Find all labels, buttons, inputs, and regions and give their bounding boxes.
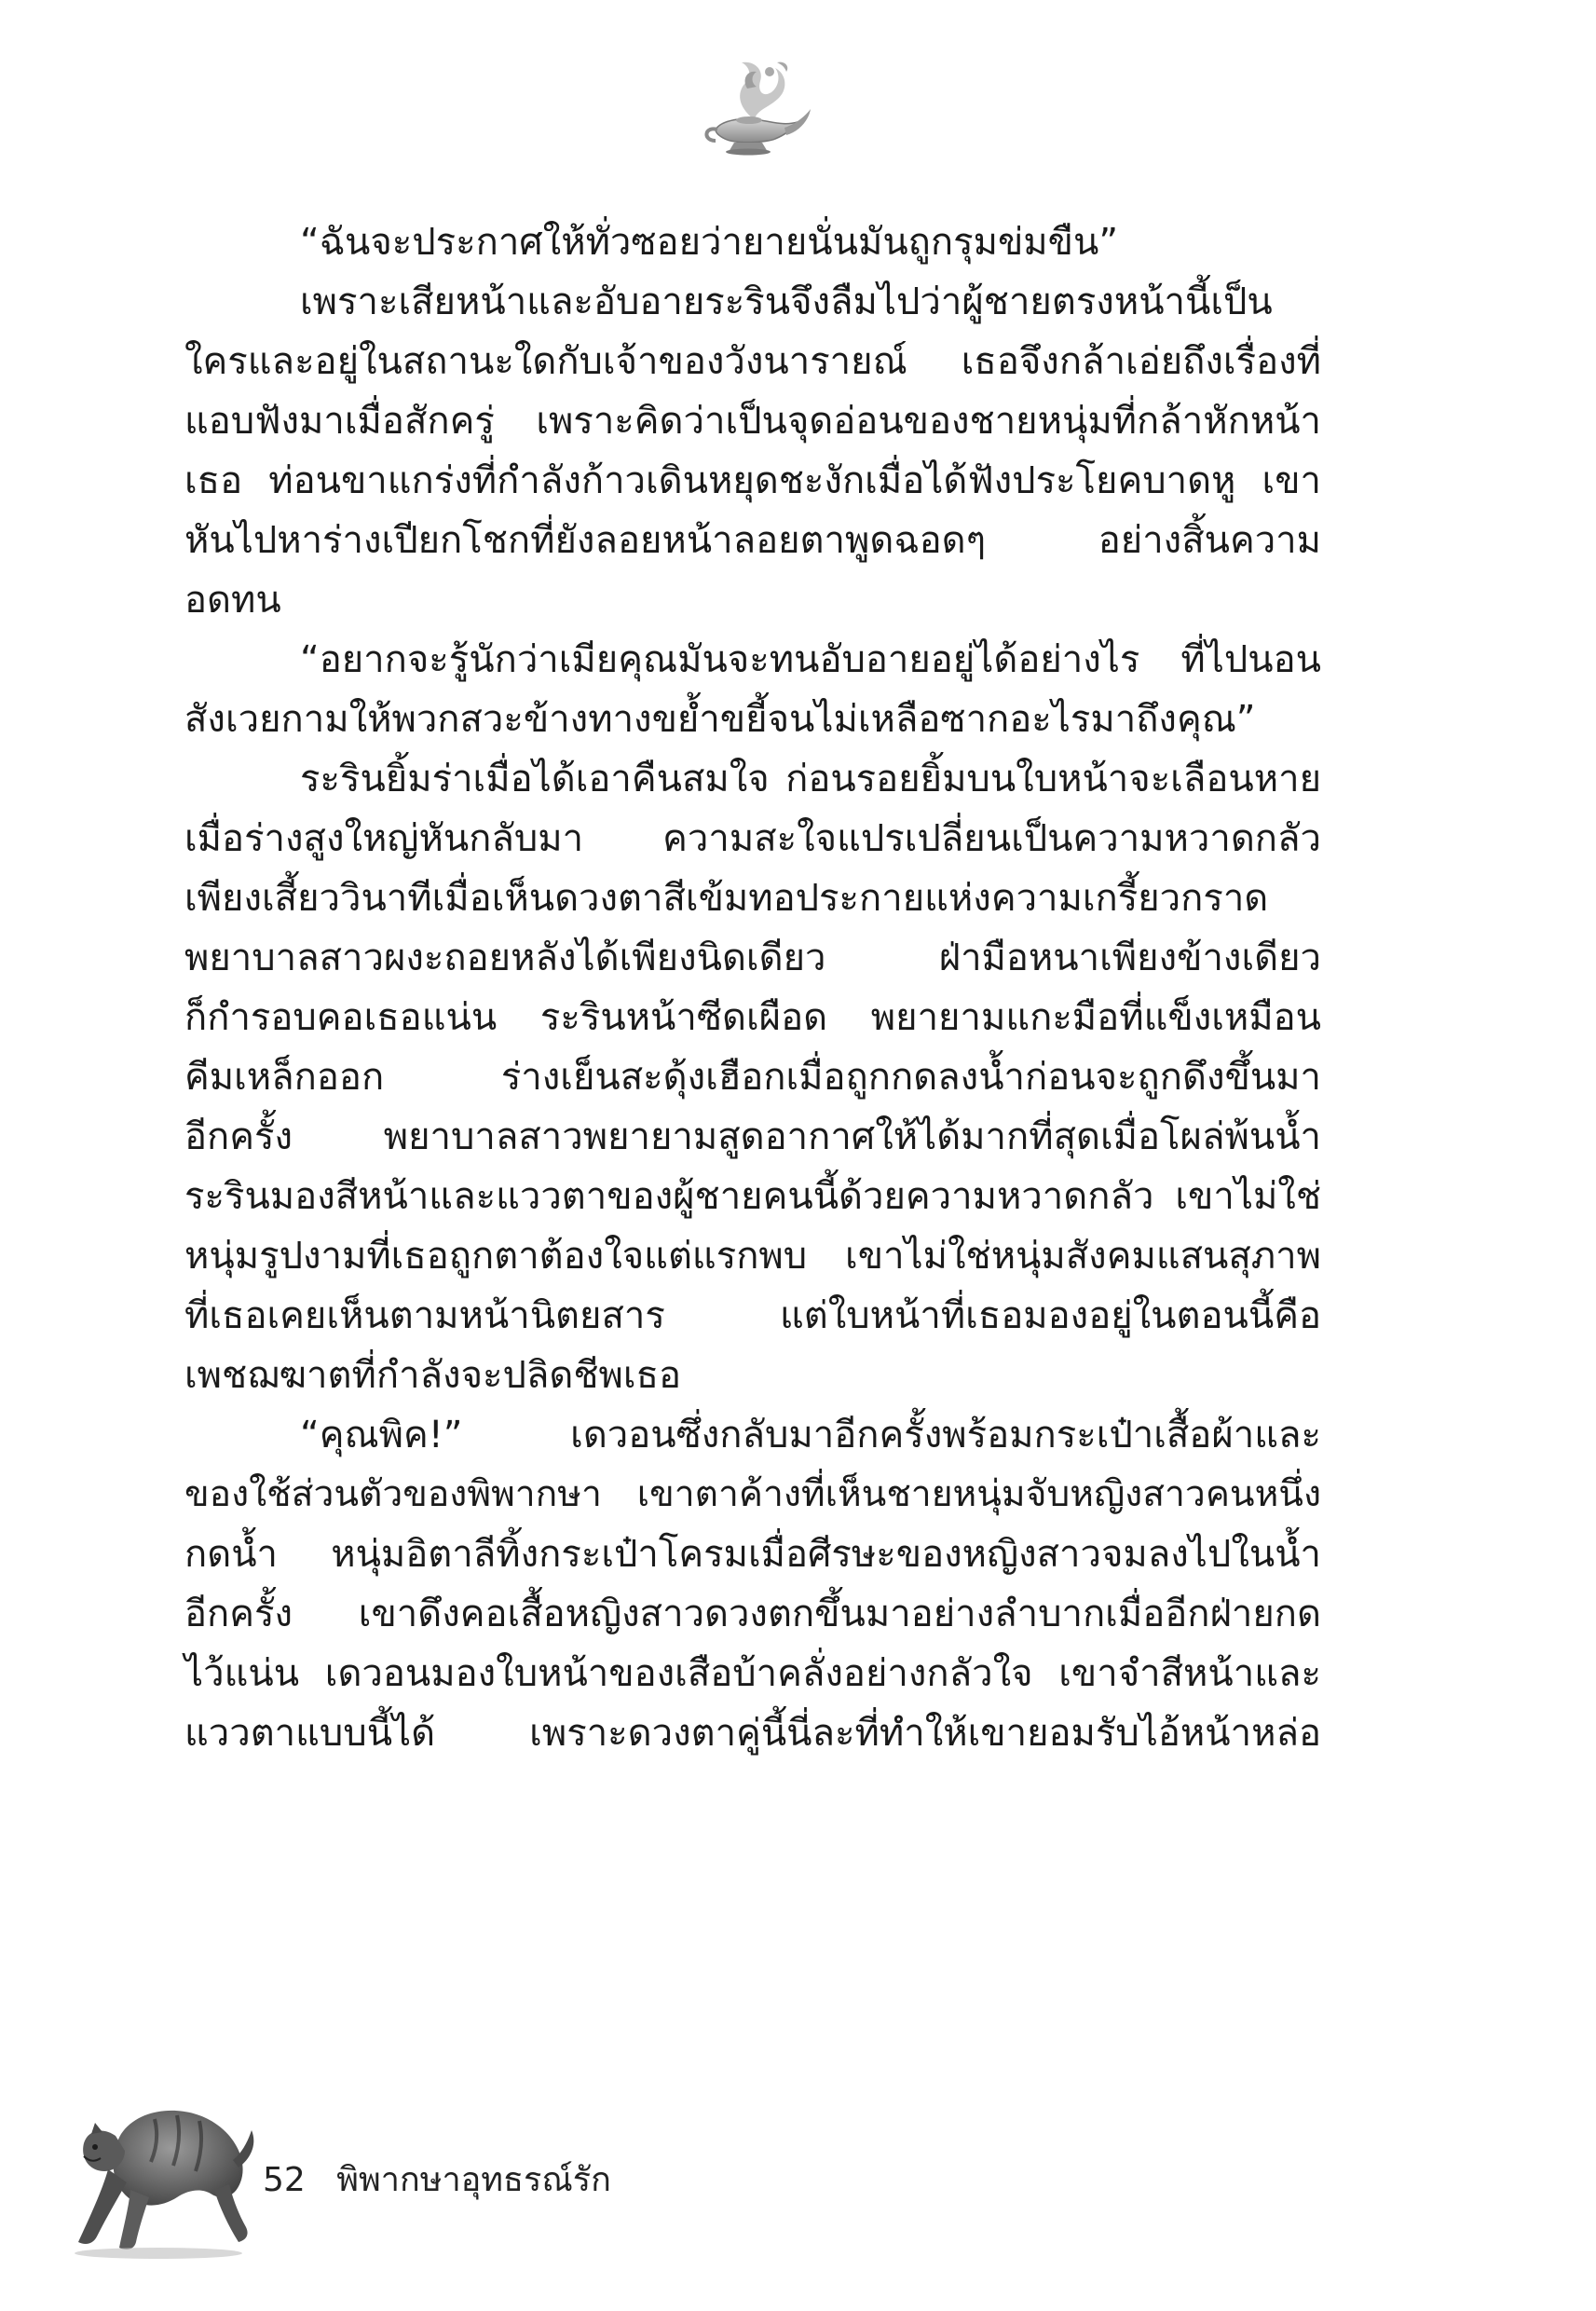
text-line: เพราะเสียหน้าและอับอายระรินจึงลืมไปว่าผู้ชายตรงหน้านี้เป็น [300, 280, 1273, 323]
text-line: ของใช้ส่วนตัวของพิพากษา เขาตาค้างที่เห็นชายหนุ่มจับหญิงสาวคนหนึ่ง [184, 1473, 1321, 1515]
text-line: อีกครั้ง เขาดึงคอเสื้อหญิงสาวดวงตกขึ้นมาอย่างลำบากเมื่ออีกฝ่ายกด [184, 1593, 1321, 1635]
page-footer [263, 2160, 611, 2201]
text-line: แววตาแบบนี้ได้ เพราะดวงตาคู่นี้นี่ละที่ทำให้เขายอมรับไอ้หน้าหล่อ [184, 1712, 1321, 1755]
body-text [184, 212, 1321, 1763]
text-line: ที่เธอเคยเห็นตามหน้านิตยสาร แต่ใบหน้าที่เธอมองอยู่ในตอนนี้คือ [184, 1294, 1321, 1337]
book-title: พิพากษาอุทธรณ์รัก [336, 2161, 611, 2199]
text-line: ระรินยิ้มร่าเมื่อได้เอาคืนสมใจ ก่อนรอยยิ้มบนใบหน้าจะเลือนหาย [300, 758, 1321, 800]
text-line: สังเวยกามให้พวกสวะข้างทางขย้ำขยี้จนไม่เหลือซากอะไรมาถึงคุณ” [184, 698, 1256, 741]
text-line: “อยากจะรู้นักว่าเมียคุณมันจะทนอับอายอยู่ได้อย่างไร ที่ไปนอน [300, 638, 1321, 681]
page-number: 52 [263, 2161, 306, 2199]
text-line: คีมเหล็กออก ร่างเย็นสะดุ้งเฮือกเมื่อถูกกดลงน้ำก่อนจะถูกดึงขึ้นมา [184, 1056, 1321, 1099]
text-line: เพียงเสี้ยววินาทีเมื่อเห็นดวงตาสีเข้มทอประกายแห่งความเกรี้ยวกราด [184, 877, 1269, 920]
text-line: ระรินมองสีหน้าและแววตาของผู้ชายคนนี้ด้วยความหวาดกลัว เขาไม่ใช่ [184, 1175, 1321, 1218]
text-line: เมื่อร่างสูงใหญ่หันกลับมา ความสะใจแปรเปลี่ยนเป็นความหวาดกลัว [184, 817, 1321, 860]
text-line: ก็กำรอบคอเธอแน่น ระรินหน้าซีดเผือด พยายามแกะมือที่แข็งเหมือน [184, 996, 1321, 1039]
tiger-illustration-icon [65, 2078, 261, 2264]
text-line: แอบฟังมาเมื่อสักครู่ เพราะคิดว่าเป็นจุดอ่อนของชายหนุ่มที่กล้าหักหน้า [184, 400, 1321, 443]
text-line: ไว้แน่น เดวอนมองใบหน้าของเสือบ้าคลั่งอย่างกลัวใจ เขาจำสีหน้าและ [184, 1652, 1321, 1695]
text-line: อีกครั้ง พยาบาลสาวพยายามสูดอากาศให้ได้มากที่สุดเมื่อโผล่พ้นน้ำ [184, 1115, 1321, 1158]
text-line: อดทน [184, 579, 281, 622]
genie-lamp-icon [688, 51, 818, 163]
text-line: กดน้ำ หนุ่มอิตาลีทิ้งกระเป๋าโครมเมื่อศีรษะของหญิงสาวจมลงไปในน้ำ [184, 1533, 1321, 1576]
text-line: หันไปหาร่างเปียกโชกที่ยังลอยหน้าลอยตาพูดฉอดๆ อย่างสิ้นความ [184, 519, 1321, 562]
text-line: ใครและอยู่ในสถานะใดกับเจ้าของวังนารายณ์ เธอจึงกล้าเอ่ยถึงเรื่องที่ [184, 340, 1321, 383]
text-line: พยาบาลสาวผงะถอยหลังได้เพียงนิดเดียว ฝ่ามือหนาเพียงข้างเดียว [184, 937, 1321, 979]
text-line: เพชฌฆาตที่กำลังจะปลิดชีพเธอ [184, 1354, 682, 1397]
text-line: “ฉันจะประกาศให้ทั่วซอยว่ายายนั่นมันถูกรุมข่มขืน” [300, 221, 1119, 264]
text-line: เธอ ท่อนขาแกร่งที่กำลังก้าวเดินหยุดชะงักเมื่อได้ฟังประโยคบาดหู เขา [184, 459, 1321, 502]
text-line: “คุณพิค!” เดวอนซึ่งกลับมาอีกครั้งพร้อมกระเป๋าเสื้อผ้าและ [300, 1414, 1321, 1456]
text-line: หนุ่มรูปงามที่เธอถูกตาต้องใจแต่แรกพบ เขาไม่ใช่หนุ่มสังคมแสนสุภาพ [184, 1235, 1321, 1278]
